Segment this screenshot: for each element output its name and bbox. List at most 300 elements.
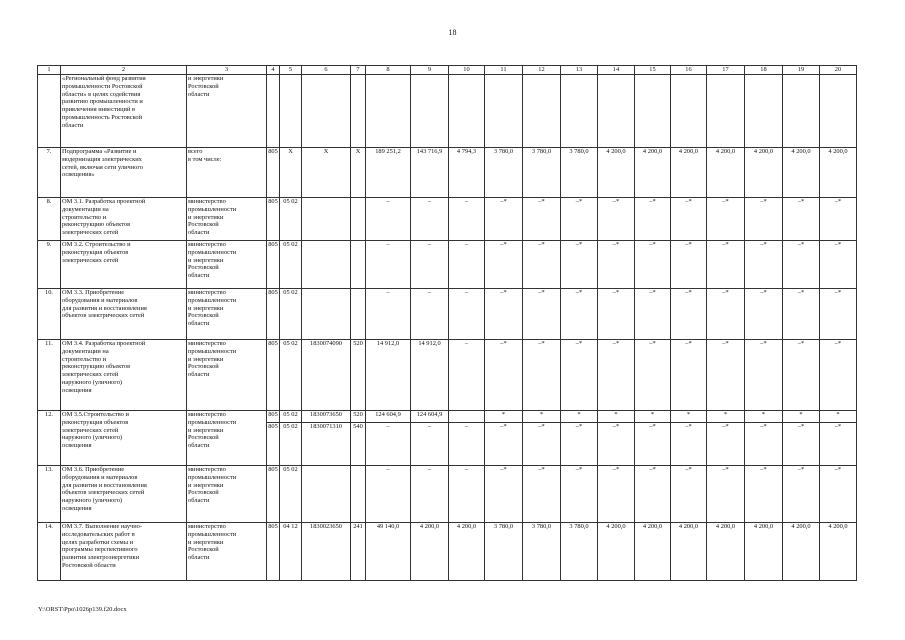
amount-cell (745, 75, 783, 148)
measure-name-line: объектов электрических сетей (62, 489, 145, 497)
table-row (38, 289, 857, 340)
executor-line: и энергетики (188, 75, 224, 82)
column-number: 20 (820, 66, 857, 75)
amount-cell: 4 200,0 (671, 523, 707, 581)
executor (187, 411, 267, 466)
measure-name-line: для развития и восстановления (62, 481, 147, 489)
executor-line: промышленности (188, 248, 237, 256)
amount-cell: * (485, 411, 523, 423)
row-number: 11. (38, 340, 61, 411)
executor-line: области (188, 554, 210, 562)
amount-cell: –* (561, 340, 598, 411)
measure-name-line: реконструкция объектов (62, 418, 129, 426)
column-number: 1 (38, 66, 61, 75)
amount-cell (561, 75, 598, 148)
amount-cell: 4 200,0 (635, 523, 671, 581)
amount-cell: –* (523, 423, 561, 466)
column-number: 17 (707, 66, 745, 75)
amount-cell: –* (707, 466, 745, 523)
amount-cell (671, 75, 707, 148)
executor-line: министерство (188, 466, 226, 473)
measure-name-line: наружного (уличного) (62, 497, 123, 505)
code-grbs: 805 (267, 411, 280, 423)
executor-line: министерство (188, 198, 226, 205)
amount-cell: –* (598, 466, 635, 523)
amount-cell: 4 200,0 (745, 523, 783, 581)
code-grbs: 805 (267, 340, 280, 411)
executor-line: области (188, 371, 210, 379)
code-rzpr: 05 02 (280, 198, 302, 241)
amount-cell: –* (707, 289, 745, 340)
code-grbs: 805 (267, 198, 280, 241)
executor-line: Ростовской (188, 546, 219, 554)
executor-line: и энергетики (188, 355, 224, 363)
measure-name-line: оборудования и материалов (62, 296, 138, 304)
code-vr (351, 75, 366, 148)
code-vr: Х (351, 148, 366, 198)
amount-cell: –* (561, 466, 598, 523)
measure-name-line: привлечения инвестиций в (62, 106, 136, 114)
measure-name-line: модернизация электрических (62, 155, 142, 163)
code-grbs: 805 (267, 423, 280, 466)
amount-cell: * (707, 411, 745, 423)
amount-cell: 4 200,0 (671, 148, 707, 198)
measure-name-line: электрических сетей (62, 426, 119, 434)
amount-cell: –* (707, 423, 745, 466)
amount-cell: * (523, 411, 561, 423)
measure-name (61, 411, 187, 466)
column-number: 3 (187, 66, 267, 75)
row-number: 9. (38, 241, 61, 289)
executor-line: министерство (188, 289, 226, 296)
amount-cell: * (635, 411, 671, 423)
measure-name-line: строительство и (62, 213, 107, 221)
amount-cell: –* (820, 289, 857, 340)
amount-cell: –* (671, 423, 707, 466)
measure-name (61, 523, 187, 581)
amount-cell: 189 251,2 (366, 148, 411, 198)
amount-cell: –* (635, 198, 671, 241)
measure-name-line: наружного (уличного) (62, 434, 123, 442)
table-row (38, 198, 857, 241)
amount-cell: –* (485, 423, 523, 466)
code-rzpr: 05 02 (280, 340, 302, 411)
amount-cell (783, 75, 820, 148)
code-csr (302, 75, 351, 148)
amount-cell: –* (561, 198, 598, 241)
amount-cell: 124 604,9 (366, 411, 411, 423)
amount-cell: 3 780,0 (485, 523, 523, 581)
amount-cell: –* (485, 289, 523, 340)
measure-name-line: реконструкция объектов (62, 248, 129, 256)
amount-cell: 4 200,0 (598, 148, 635, 198)
amount-cell: –* (561, 241, 598, 289)
amount-cell: –* (707, 198, 745, 241)
measure-name-line: ОМ 3.2. Строительство и (62, 241, 131, 248)
executor-line: промышленности (188, 205, 237, 213)
amount-cell: 4 200,0 (635, 148, 671, 198)
executor-line: и энергетики (188, 538, 224, 546)
amount-cell: –* (671, 466, 707, 523)
measure-name-line: «Региональный фонд развития (62, 75, 146, 82)
amount-cell: – (366, 423, 411, 466)
executor (187, 148, 267, 198)
amount-cell: – (449, 289, 485, 340)
amount-cell: –* (783, 466, 820, 523)
amount-cell: –* (561, 423, 598, 466)
amount-cell: 3 780,0 (561, 148, 598, 198)
amount-cell (598, 75, 635, 148)
amount-cell (411, 75, 449, 148)
amount-cell: –* (671, 198, 707, 241)
executor-line: Ростовской (188, 312, 219, 320)
executor-line: Ростовской (188, 82, 219, 90)
amount-cell: –* (635, 289, 671, 340)
code-csr: 1830073650 (302, 411, 351, 423)
column-number: 5 (280, 66, 302, 75)
code-rzpr: 05 02 (280, 289, 302, 340)
table-row (38, 523, 857, 581)
amount-cell: –* (820, 340, 857, 411)
amount-cell: – (366, 289, 411, 340)
table-row (38, 241, 857, 289)
amount-cell: –* (745, 466, 783, 523)
amount-cell: –* (783, 289, 820, 340)
measure-name-line: Ростовской области (62, 562, 116, 570)
code-rzpr: 05 02 (280, 466, 302, 523)
executor-line: Ростовской (188, 221, 219, 229)
amount-cell: –* (820, 198, 857, 241)
executor (187, 289, 267, 340)
measure-name-line: ОМ 3.4. Разработка проектной (62, 340, 146, 347)
executor (187, 75, 267, 148)
measure-name-line: ОМ 3.7. Выполнение научно- (62, 523, 142, 530)
amount-cell: – (449, 340, 485, 411)
amount-cell (366, 75, 411, 148)
amount-cell: 14 912,0 (366, 340, 411, 411)
amount-cell (635, 75, 671, 148)
measure-name-line: электрических сетей (62, 371, 119, 379)
amount-cell: 124 604,9 (411, 411, 449, 423)
executor (187, 340, 267, 411)
column-number: 8 (366, 66, 411, 75)
amount-cell: –* (485, 241, 523, 289)
code-csr: Х (302, 148, 351, 198)
page-number: 18 (448, 28, 457, 37)
measure-name-line: развитию промышленности и (62, 98, 143, 106)
code-vr: 241 (351, 523, 366, 581)
measure-name (61, 466, 187, 523)
amount-cell: –* (485, 198, 523, 241)
code-csr: 1830071310 (302, 423, 351, 466)
code-csr (302, 466, 351, 523)
amount-cell: –* (745, 423, 783, 466)
amount-cell: 4 200,0 (707, 523, 745, 581)
budget-table (37, 65, 857, 581)
amount-cell: –* (598, 198, 635, 241)
code-csr: 1830023650 (302, 523, 351, 581)
amount-cell: –* (523, 466, 561, 523)
amount-cell: 4 200,0 (783, 523, 820, 581)
amount-cell: * (783, 411, 820, 423)
amount-cell (485, 75, 523, 148)
measure-name-line: для развития и восстановления (62, 304, 147, 312)
row-number: 8. (38, 198, 61, 241)
column-number: 12 (523, 66, 561, 75)
code-rzpr (280, 75, 302, 148)
amount-cell: – (411, 466, 449, 523)
executor (187, 523, 267, 581)
column-number: 14 (598, 66, 635, 75)
executor (187, 241, 267, 289)
amount-cell: –* (783, 241, 820, 289)
code-rzpr: 04 12 (280, 523, 302, 581)
table-row (38, 411, 857, 423)
amount-cell: –* (783, 423, 820, 466)
amount-cell: – (366, 198, 411, 241)
amount-cell: –* (635, 423, 671, 466)
amount-cell: 4 200,0 (598, 523, 635, 581)
amount-cell: * (745, 411, 783, 423)
code-csr (302, 241, 351, 289)
amount-cell: 4 200,0 (411, 523, 449, 581)
column-number: 7 (351, 66, 366, 75)
table-row (38, 148, 857, 198)
amount-cell: –* (523, 340, 561, 411)
table-row (38, 466, 857, 523)
code-grbs: 805 (267, 148, 280, 198)
executor-line: и энергетики (188, 213, 224, 221)
executor-line: промышленности (188, 347, 237, 355)
executor-line: промышленности (188, 296, 237, 304)
code-vr (351, 466, 366, 523)
executor-line: и энергетики (188, 256, 224, 264)
executor (187, 466, 267, 523)
code-vr: 540 (351, 423, 366, 466)
measure-name (61, 198, 187, 241)
measure-name-line: реконструкцию объектов (62, 221, 131, 229)
measure-name-line: освещения (62, 386, 92, 394)
row-number: 12. (38, 411, 61, 466)
measure-name-line: исследовательских работ в (62, 530, 135, 538)
column-number: 11 (485, 66, 523, 75)
amount-cell: – (411, 241, 449, 289)
measure-name-line: освещения (62, 442, 92, 450)
code-csr: 1830074090 (302, 340, 351, 411)
executor-line: и энергетики (188, 481, 224, 489)
amount-cell: –* (635, 466, 671, 523)
code-vr: 520 (351, 411, 366, 423)
amount-cell (449, 75, 485, 148)
amount-cell: –* (598, 289, 635, 340)
amount-cell: 3 780,0 (561, 523, 598, 581)
measure-name-line: электрических сетей (62, 256, 119, 264)
code-grbs: 805 (267, 523, 280, 581)
measure-name (61, 340, 187, 411)
header-row (38, 66, 857, 75)
amount-cell: 3 780,0 (523, 523, 561, 581)
measure-name (61, 289, 187, 340)
executor-line: промышленности (188, 530, 237, 538)
code-rzpr: Х (280, 148, 302, 198)
amount-cell: – (411, 423, 449, 466)
code-rzpr: 05 02 (280, 241, 302, 289)
amount-cell: – (366, 241, 411, 289)
executor-line: Ростовской (188, 363, 219, 371)
executor-line: и энергетики (188, 304, 224, 312)
code-grbs (267, 75, 280, 148)
measure-name-line: ОМ 3.3. Приобретение (62, 289, 125, 296)
amount-cell: 3 780,0 (485, 148, 523, 198)
amount-cell: –* (745, 289, 783, 340)
measure-name-line: оборудования и материалов (62, 473, 138, 481)
amount-cell: –* (820, 466, 857, 523)
measure-name-line: электрических сетей (62, 229, 119, 237)
amount-cell: 4 200,0 (707, 148, 745, 198)
amount-cell: –* (707, 241, 745, 289)
code-grbs: 805 (267, 466, 280, 523)
column-number: 16 (671, 66, 707, 75)
executor-line: промышленности (188, 473, 237, 481)
column-number: 19 (783, 66, 820, 75)
amount-cell: –* (745, 198, 783, 241)
measure-name-line: объектов электрических сетей (62, 312, 145, 320)
executor-line: министерство (188, 411, 226, 418)
amount-cell (820, 75, 857, 148)
measure-name-line: наружного (уличного) (62, 379, 123, 387)
amount-cell: –* (485, 466, 523, 523)
code-grbs: 805 (267, 289, 280, 340)
measure-name-line: промышленности Ростовской (62, 82, 143, 90)
executor-line: в том числе: (188, 155, 222, 163)
amount-cell: –* (598, 340, 635, 411)
measure-name-line: промышленность Ростовской (62, 114, 143, 122)
column-number: 2 (61, 66, 187, 75)
amount-cell: 4 200,0 (745, 148, 783, 198)
measure-name-line: развития электроэнергетики (62, 554, 140, 562)
code-vr (351, 289, 366, 340)
row-number: 14. (38, 523, 61, 581)
amount-cell: – (449, 198, 485, 241)
amount-cell: –* (783, 340, 820, 411)
executor-line: Ростовской (188, 489, 219, 497)
executor-line: области (188, 442, 210, 450)
footer-file-path: Y:\ORST\Ppo\1026p139.f20.docx (38, 606, 127, 613)
amount-cell: 143 716,9 (411, 148, 449, 198)
column-number: 6 (302, 66, 351, 75)
amount-cell (707, 75, 745, 148)
measure-name-line: области» в целях содействия (62, 90, 141, 98)
amount-cell: 4 794,3 (449, 148, 485, 198)
executor-line: области (188, 229, 210, 237)
column-number: 9 (411, 66, 449, 75)
measure-name-line: документации на (62, 347, 109, 355)
amount-cell: 3 780,0 (523, 148, 561, 198)
column-number: 13 (561, 66, 598, 75)
amount-cell: 49 140,0 (366, 523, 411, 581)
amount-cell: –* (598, 423, 635, 466)
code-csr (302, 289, 351, 340)
amount-cell: 4 200,0 (449, 523, 485, 581)
amount-cell: 14 912,0 (411, 340, 449, 411)
amount-cell: –* (671, 241, 707, 289)
amount-cell: – (449, 423, 485, 466)
amount-cell: –* (745, 340, 783, 411)
measure-name-line: ОМ 3.6. Приобретение (62, 466, 125, 473)
amount-cell: 4 200,0 (783, 148, 820, 198)
table-row (38, 75, 857, 148)
amount-cell (449, 411, 485, 423)
amount-cell: – (366, 466, 411, 523)
measure-name (61, 75, 187, 148)
amount-cell: – (411, 198, 449, 241)
amount-cell: –* (745, 241, 783, 289)
amount-cell: 4 200,0 (820, 148, 857, 198)
measure-name-line: Подпрограмма «Развитие и (62, 148, 137, 155)
code-grbs: 805 (267, 241, 280, 289)
measure-name-line: освещения» (62, 171, 95, 179)
amount-cell: – (411, 289, 449, 340)
executor-line: и энергетики (188, 426, 224, 434)
amount-cell: * (671, 411, 707, 423)
amount-cell (523, 75, 561, 148)
code-rzpr: 05 02 (280, 423, 302, 466)
executor-line: области (188, 272, 210, 280)
row-number: 10. (38, 289, 61, 340)
amount-cell: * (561, 411, 598, 423)
executor-line: Ростовской (188, 264, 219, 272)
amount-cell: * (820, 411, 857, 423)
executor-line: министерство (188, 340, 226, 347)
executor-line: министерство (188, 241, 226, 248)
executor-line: области (188, 320, 210, 328)
column-number: 10 (449, 66, 485, 75)
amount-cell: –* (820, 241, 857, 289)
row-number (38, 75, 61, 148)
amount-cell: –* (635, 241, 671, 289)
executor-line: промышленности (188, 418, 237, 426)
amount-cell: –* (820, 423, 857, 466)
measure-name-line: области (62, 121, 84, 129)
amount-cell: –* (671, 340, 707, 411)
column-number: 18 (745, 66, 783, 75)
column-number: 15 (635, 66, 671, 75)
amount-cell: –* (783, 198, 820, 241)
amount-cell: –* (523, 241, 561, 289)
amount-cell: –* (485, 340, 523, 411)
measure-name-line: документации на (62, 205, 109, 213)
amount-cell: –* (598, 241, 635, 289)
amount-cell: * (598, 411, 635, 423)
executor-line: Ростовской (188, 434, 219, 442)
executor-line: области (188, 497, 210, 505)
measure-name-line: реконструкцию объектов (62, 363, 131, 371)
code-vr: 520 (351, 340, 366, 411)
amount-cell: –* (523, 198, 561, 241)
code-vr (351, 198, 366, 241)
measure-name (61, 241, 187, 289)
measure-name-line: строительство и (62, 355, 107, 363)
table-row (38, 340, 857, 411)
executor (187, 198, 267, 241)
measure-name-line: сетей, включая сети уличного (62, 163, 143, 171)
amount-cell: –* (635, 340, 671, 411)
measure-name-line: освещения (62, 505, 92, 513)
amount-cell: –* (561, 289, 598, 340)
amount-cell: – (449, 466, 485, 523)
amount-cell: –* (523, 289, 561, 340)
code-csr (302, 198, 351, 241)
